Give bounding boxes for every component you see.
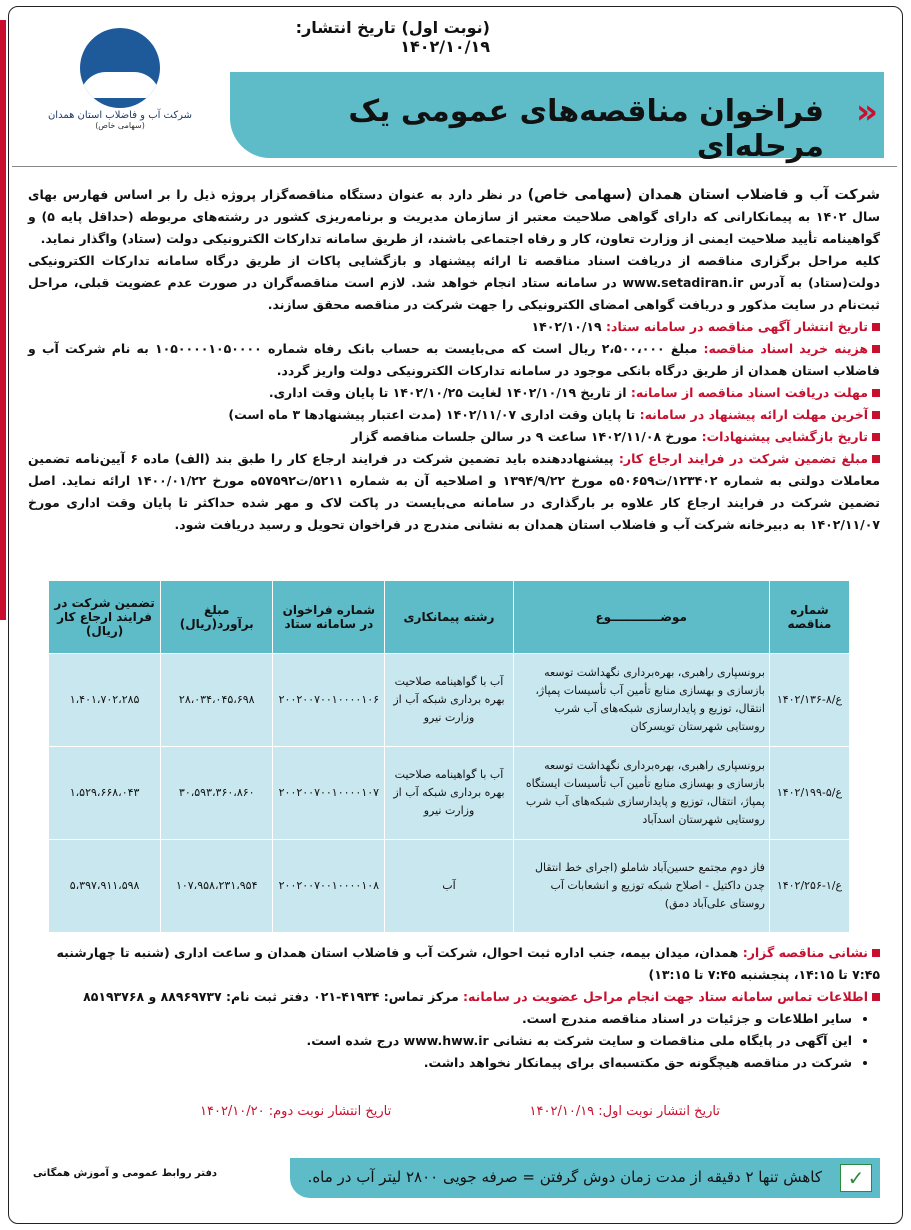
- table-cell: ۲۸،۰۳۴،۰۴۵،۶۹۸: [161, 654, 273, 747]
- intro-paragraph-2: کلیه مراحل برگزاری مناقصه از دریافت اسناد مناقصه تا ارائه پیشنهاد و بازگشایی پاکات از طریق درگاه سامانه تدارکات الکترونیکی دولت(ستاد) به آدرس www.setadiran.ir در سامانه ستاد انجام خواهد شد. لازم است مناقصه‌گران در صورت عدم عضویت قبلی، مراحل ثبت‌نام در سایت مذکور و دریافت گواهی امضای الکترونیکی را جهت شرکت در مناقصه محقق سازند.: [28, 253, 880, 312]
- table-cell: آب با گواهینامه صلاحیت بهره برداری شبکه آب از وزارت نیرو: [385, 747, 513, 840]
- condition-label: مبلغ تضمین شرکت در فرایند ارجاع کار:: [618, 451, 868, 466]
- edition-date: (نوبت اول) تاریخ انتشار: ۱۴۰۲/۱۰/۱۹: [295, 18, 490, 56]
- condition-text: مورخ ۱۴۰۲/۱۱/۰۸ ساعت ۹ در سالن جلسات مناقصه گزار: [351, 429, 702, 444]
- note-item: • این آگهی در پایگاه ملی مناقصات و سایت شرکت به نشانی www.hww.ir درج شده است.: [28, 1030, 852, 1052]
- table-header-row: [49, 581, 850, 654]
- logo-company-type: (سهامی خاص): [95, 121, 145, 130]
- check-icon: ✓: [840, 1164, 872, 1192]
- divider: [12, 166, 897, 167]
- table-cell: ۲۰۰۲۰۰۷۰۰۱۰۰۰۰۱۰۷: [273, 747, 385, 840]
- table-row: [49, 747, 850, 840]
- note-item: • شرکت در مناقصه هیچگونه حق مکتسبه‌ای برای پیمانکار نخواهد داشت.: [28, 1052, 852, 1074]
- contact-text: مرکز تماس: ۴۱۹۳۴-۰۲۱ دفتر ثبت نام: ۸۸۹۶۹۷۳۷ و ۸۵۱۹۳۷۶۸: [83, 989, 464, 1004]
- column-header: شماره فراخوان در سامانه ستاد: [273, 581, 385, 654]
- title-banner: [230, 72, 884, 164]
- condition-item: [28, 426, 880, 448]
- contact-label: اطلاعات تماس سامانه ستاد جهت انجام مراحل عضویت در سامانه:: [463, 989, 868, 1004]
- square-bullet-icon: [872, 949, 880, 957]
- address-label: نشانی مناقصه گزار:: [742, 945, 868, 960]
- table-cell: برونسپاری راهبری، بهره‌برداری نگهداشت توسعه بازسازی و بهسازی منابع تأمین آب تأسیسات پمپاژ، انتقال، توزیع و پایدارسازی شبکه‌های آب شرب روستایی شهرستان تویسرکان: [513, 654, 769, 747]
- condition-label: تاریخ انتشار آگهی مناقصه در سامانه ستاد:: [606, 319, 868, 334]
- condition-label: تاریخ بازگشایی پیشنهادات:: [701, 429, 868, 444]
- condition-item: [28, 404, 880, 426]
- condition-text: ۱۴۰۲/۱۰/۱۹: [531, 319, 607, 334]
- column-header: موضــــــــــــوع: [513, 581, 769, 654]
- table-cell: ۱۰۷،۹۵۸،۲۳۱،۹۵۴: [161, 840, 273, 933]
- table-cell: ع/۵-۱۴۰۲/۱۹۹: [769, 747, 849, 840]
- intro-paragraph: [28, 184, 880, 250]
- first-publication-date: تاریخ انتشار نوبت اول: ۱۴۰۲/۱۰/۱۹: [529, 1104, 720, 1119]
- bottom-info: [28, 942, 880, 1074]
- chevron-icon: »: [856, 92, 878, 132]
- condition-text: تا پایان وقت اداری ۱۴۰۲/۱۱/۰۷ (مدت اعتبار پیشنهادها ۳ ماه است): [228, 407, 640, 422]
- conditions-list: [28, 316, 880, 536]
- table-cell: ۲۰۰۲۰۰۷۰۰۱۰۰۰۰۱۰۶: [273, 654, 385, 747]
- side-accent-strip: [0, 20, 6, 620]
- condition-item: [28, 316, 880, 338]
- table-cell: ۳۰،۵۹۳،۳۶۰،۸۶۰: [161, 747, 273, 840]
- company-logo: [40, 28, 200, 138]
- table-cell: برونسپاری راهبری، بهره‌برداری نگهداشت توسعه بازسازی و بهسازی منابع تأمین آب تأسیسات ایستگاه پمپاژ، انتقال، توزیع و پایدارسازی شبکه‌های آب شرب روستایی شهرستان اسدآباد: [513, 747, 769, 840]
- condition-label: مهلت دریافت اسناد مناقصه از سامانه:: [630, 385, 868, 400]
- note-item: • سایر اطلاعات و جزئیات در اسناد مناقصه مندرج است.: [28, 1008, 852, 1030]
- contact-line: [28, 986, 880, 1008]
- square-bullet-icon: [872, 433, 880, 441]
- footer-banner: [290, 1158, 880, 1198]
- column-header: تضمین شرکت در فرایند ارجاع کار (ریال): [49, 581, 161, 654]
- square-bullet-icon: [872, 323, 880, 331]
- publication-dates: [200, 1104, 720, 1119]
- column-header: شماره مناقصه: [769, 581, 849, 654]
- table-cell: فاز دوم مجتمع حسین‌آباد شاملو (اجرای خط انتقال چدن داکتیل - اصلاح شبکه توزیع و انشعابات آب روستای علی‌آباد دمق): [513, 840, 769, 933]
- square-bullet-icon: [872, 345, 880, 353]
- column-header: رشته پیمانکاری: [385, 581, 513, 654]
- table-cell: ۱،۴۰۱،۷۰۲،۲۸۵: [49, 654, 161, 747]
- condition-item: [28, 382, 880, 404]
- table-cell: ع/۱-۱۴۰۲/۲۵۶: [769, 840, 849, 933]
- notes-list: [28, 1008, 880, 1074]
- second-publication-date: تاریخ انتشار نوبت دوم: ۱۴۰۲/۱۰/۲۰: [200, 1104, 392, 1119]
- company-name: شرکت آب و فاضلاب استان همدان (سهامی خاص): [527, 187, 880, 203]
- square-bullet-icon: [872, 993, 880, 1001]
- square-bullet-icon: [872, 455, 880, 463]
- address-line: [28, 942, 880, 986]
- condition-text: پیشنهاددهنده باید تضمین شرکت در فرایند ارجاع کار را طبق بند (الف) ماده ۶ آیین‌نامه تضمین معاملات دولتی به شماره ۱۲۳۴۰۲/ت۵۰۶۵۹ه مورخ ۱۳۹۴/۹/۲۲ و اصلاحیه آن به شماره ۵۲۱۱/ت۵۷۵۹۲ه مورخ ۱۴۰۰/۰۱/۲۲ ارائه نماید. اصل تضمین شرکت در فرایند ارجاع کار علاوه بر بارگذاری در سامانه می‌بایست در پاکت لاک و مهر شده حداکثر تا پایان وقت اداری مورخ ۱۴۰۲/۱۱/۰۷ به دبیرخانه شرکت آب و فاضلاب استان همدان به نشانی مندرج در فراخوان تحویل و رسید دریافت شود.: [28, 451, 880, 532]
- announcement-body: [28, 184, 880, 536]
- intro-text: در نظر دارد به عنوان دستگاه مناقصه‌گزار پروژه ذیل را بر اساس فهارس بهای سال ۱۴۰۲ به پیمانکارانی که دارای گواهی صلاحیت معتبر از سازمان مدیریت و برنامه‌ریزی کشور در رشته‌های مربوطه (حداقل پایه ۵) و گواهینامه تأیید صلاحیت ایمنی از وزارت تعاون، کار و رفاه اجتماعی باشند، از طریق سامانه تدارکات الکترونیکی دولت (ستاد) واگذار نماید.: [28, 187, 880, 246]
- page-title: فراخوان مناقصه‌های عمومی یک مرحله‌ای: [348, 94, 824, 164]
- table-row: [49, 654, 850, 747]
- table-cell: ۱،۵۲۹،۶۶۸،۰۴۳: [49, 747, 161, 840]
- square-bullet-icon: [872, 411, 880, 419]
- table-body: [49, 654, 850, 933]
- condition-item: [28, 338, 880, 382]
- table-cell: آب: [385, 840, 513, 933]
- department-name: دفتر روابط عمومی و آموزش همگانی: [32, 1168, 218, 1179]
- column-header: مبلغ برآورد(ریال): [161, 581, 273, 654]
- square-bullet-icon: [872, 389, 880, 397]
- condition-text: از تاریخ ۱۴۰۲/۱۰/۱۹ لغایت ۱۴۰۲/۱۰/۲۵ تا پایان وقت اداری.: [268, 385, 631, 400]
- table-cell: آب با گواهینامه صلاحیت بهره برداری شبکه آب از وزارت نیرو: [385, 654, 513, 747]
- address-text: همدان، میدان بیمه، جنب اداره ثبت احوال، شرکت آب و فاضلاب استان همدان و ساعت اداری (شنبه تا چهارشنبه ۷:۴۵ تا ۱۴:۱۵، پنجشنبه ۷:۴۵ تا ۱۳:۱۵): [56, 945, 880, 982]
- table-cell: ع/۸-۱۴۰۲/۱۳۶: [769, 654, 849, 747]
- water-saving-slogan: کاهش تنها ۲ دقیقه از مدت زمان دوش گرفتن = صرفه جویی ۲۸۰۰ لیتر آب در ماه.: [307, 1168, 822, 1186]
- table-cell: ۵،۳۹۷،۹۱۱،۵۹۸: [49, 840, 161, 933]
- condition-label: هزینه خرید اسناد مناقصه:: [703, 341, 869, 356]
- table-row: [49, 840, 850, 933]
- table-cell: ۲۰۰۲۰۰۷۰۰۱۰۰۰۰۱۰۸: [273, 840, 385, 933]
- tenders-table: [48, 580, 850, 933]
- condition-item: [28, 448, 880, 536]
- condition-text: مبلغ ۲،۵۰۰،۰۰۰ ریال است که می‌بایست به حساب بانک رفاه شماره ۱۰۵۰۰۰۰۱۰۵۰۰۰۰ به نام شرکت آب و فاضلاب استان همدان از طریق درگاه بانکی موجود در سامانه تدارکات الکترونیکی دولت واریز گردد.: [28, 341, 880, 378]
- condition-label: آخرین مهلت ارائه پیشنهاد در سامانه:: [639, 407, 868, 422]
- water-drop-logo-icon: [80, 28, 160, 108]
- logo-company-name: شرکت آب و فاضلاب استان همدان: [47, 110, 193, 121]
